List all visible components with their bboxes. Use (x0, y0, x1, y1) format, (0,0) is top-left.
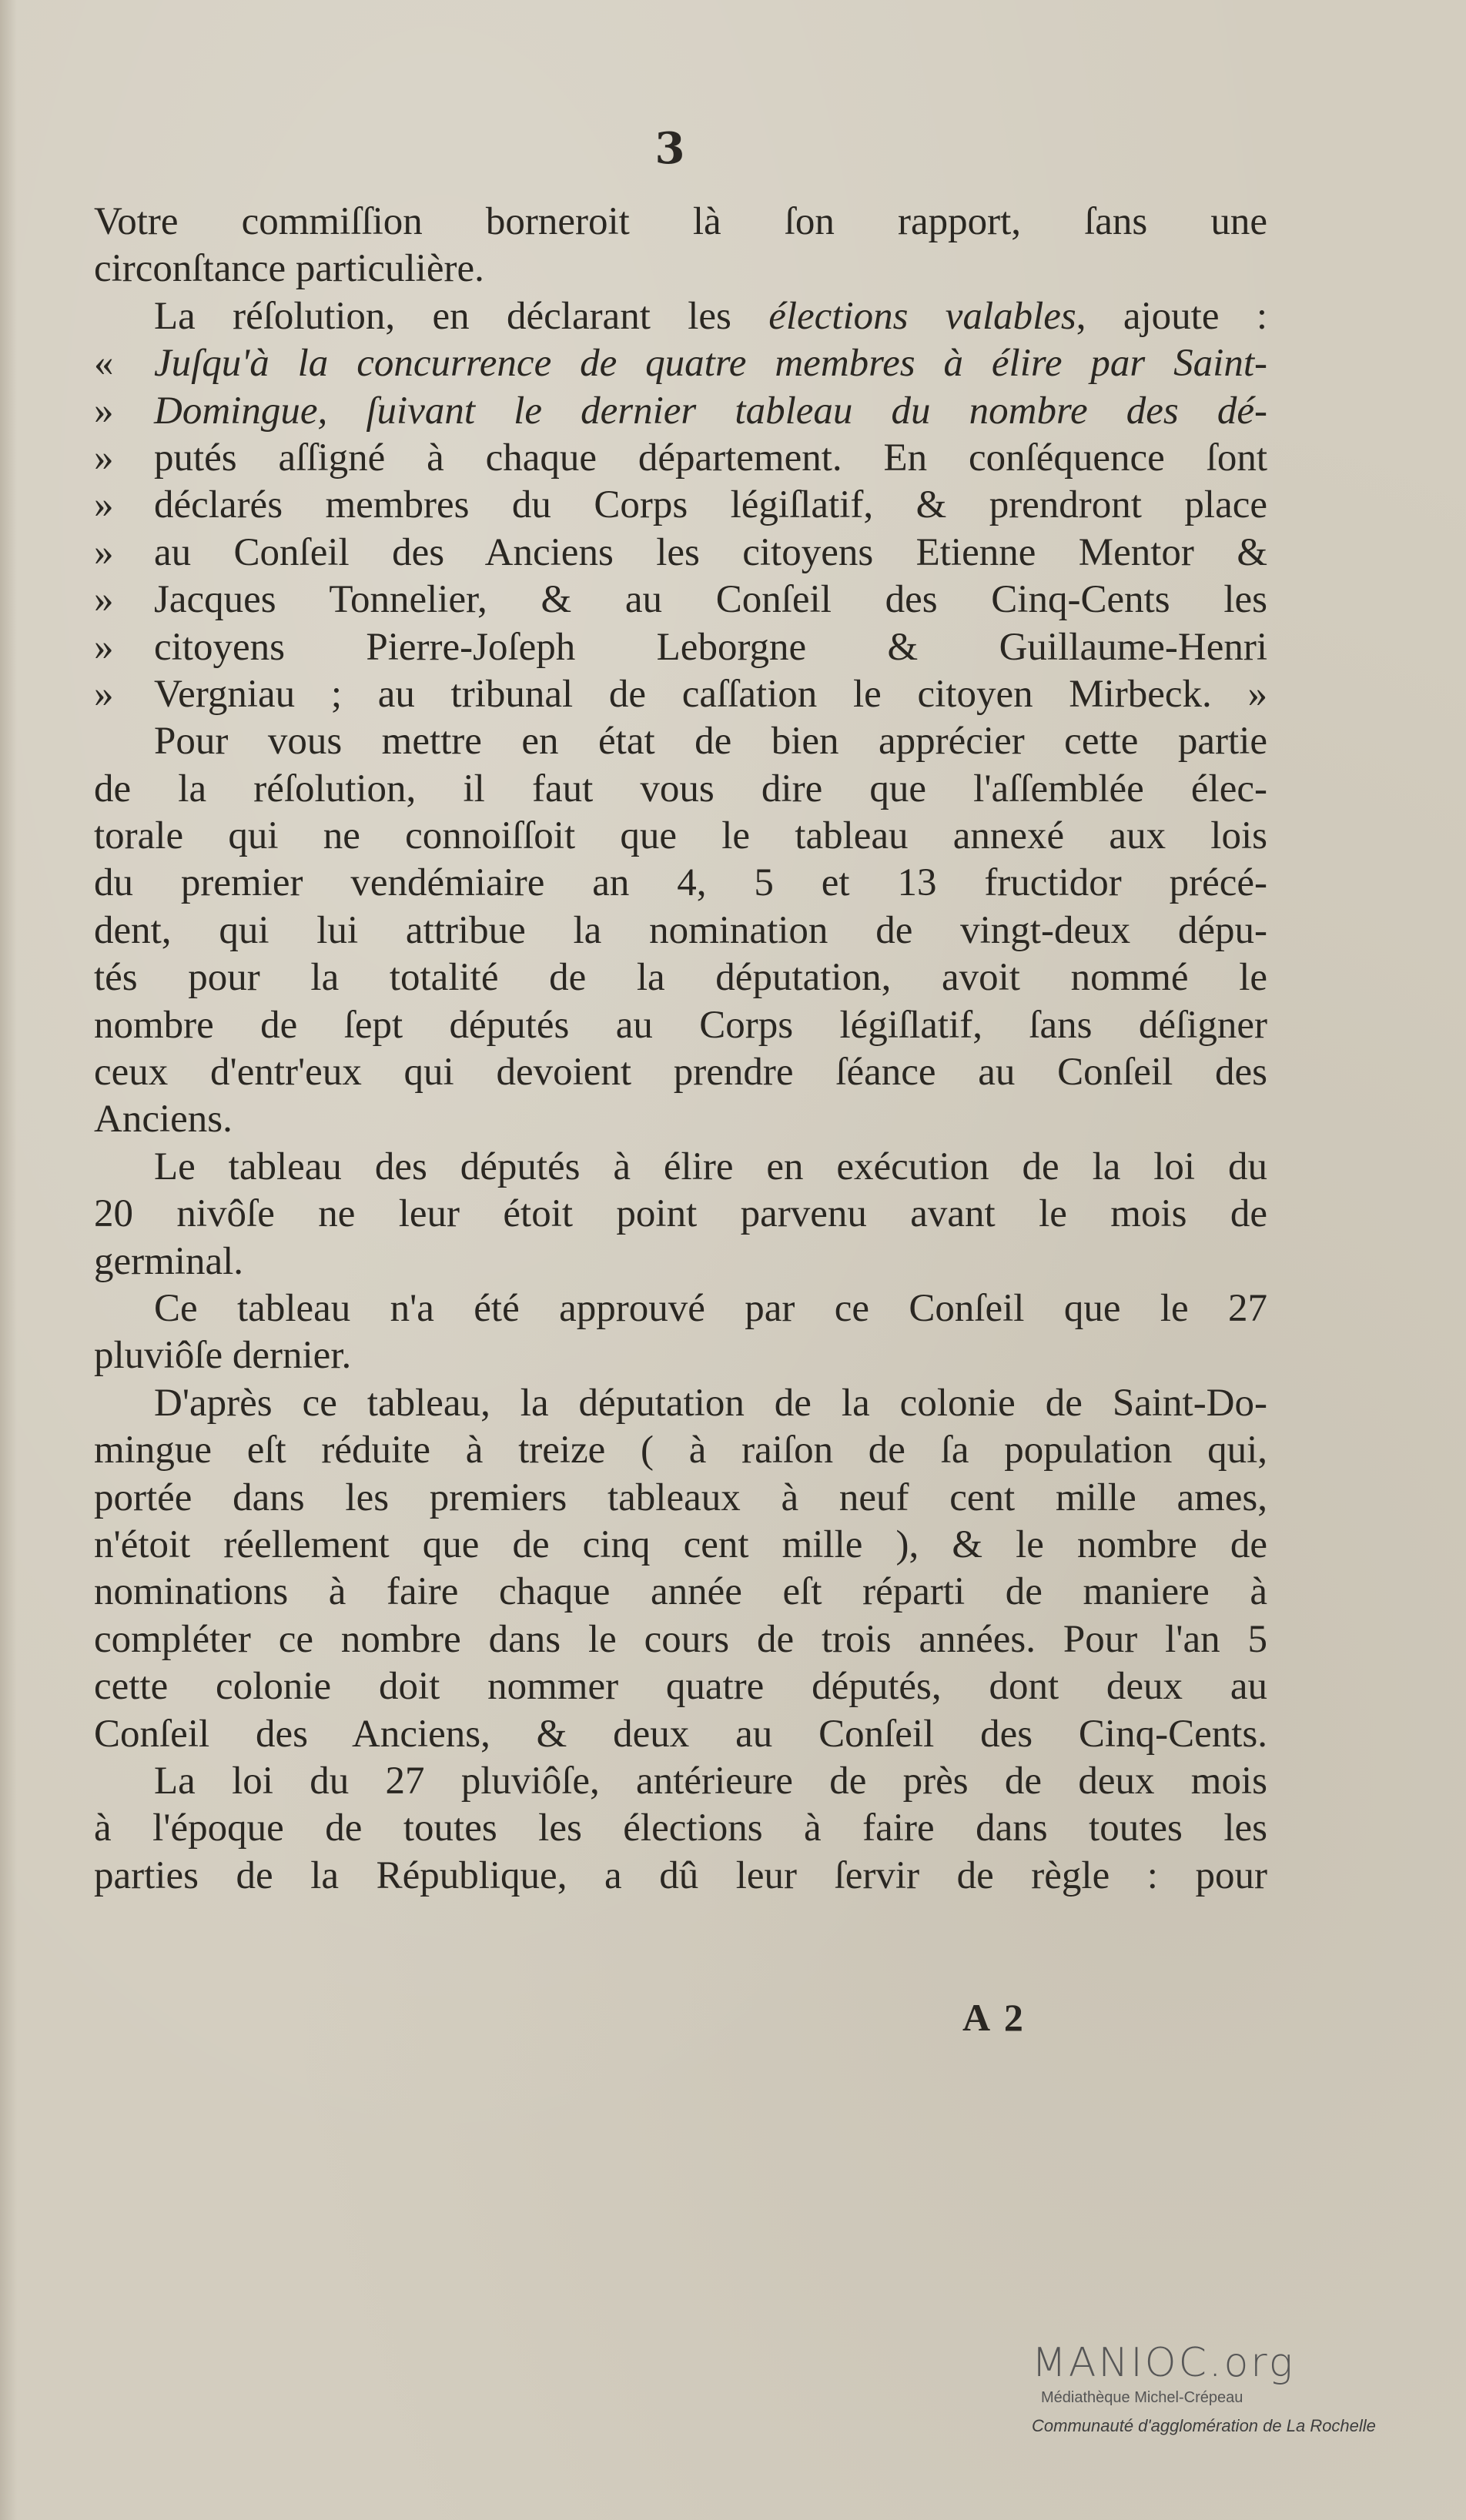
quoted-line (94, 340, 1267, 387)
quote-mark: » (94, 530, 114, 574)
text-line: 20 nivôſe ne leur étoit point parvenu avant le mois de (94, 1192, 1267, 1236)
text-line: Conſeil des Anciens, & deux au Conſeil des Cinq-Cents. (94, 1712, 1267, 1756)
stamp-community-name: Communauté d'agglomération de La Rochelle (1032, 2416, 1376, 2435)
text-line: Vergniau ; au tribunal de caſſation le citoyen Mirbeck. » (154, 672, 1267, 716)
text-line: ceux d'entr'eux qui devoient prendre ſéance au Conſeil des (94, 1051, 1267, 1095)
quote-mark: » (94, 672, 114, 716)
manioc-logo: MANIOC.org (1032, 2340, 1295, 2386)
text-line: Votre commiſſion borneroit là ſon rapport, ſans une (94, 200, 1267, 243)
body-text (94, 199, 1267, 1900)
text-line: cette colonie doit nommer quatre députés, dont deux au (94, 1665, 1267, 1709)
text-line: mingue eſt réduite à treize ( à raiſon de ſa population qui, (94, 1429, 1267, 1472)
page-number: 3 (654, 123, 685, 174)
text-line: Pour vous mettre en état de bien apprécier cette partie (154, 720, 1267, 764)
library-stamp (1032, 2340, 1432, 2436)
text-line: déclarés membres du Corps légiſlatif, & prendront place (154, 483, 1267, 527)
open-quote-mark: « (94, 342, 114, 386)
quoted-line (94, 388, 1267, 435)
quoted-line (94, 624, 1267, 671)
quoted-line (94, 577, 1267, 623)
text-line: Ce tableau n'a été approuvé par ce Conſeil que le 27 (154, 1286, 1267, 1330)
text-line: Juſqu'à la concurrence de quatre membres à élire par Saint- (154, 342, 1267, 386)
text-line: compléter ce nombre dans le cours de trois années. Pour l'an 5 (94, 1617, 1267, 1661)
quoted-line (94, 530, 1267, 577)
text-line: dent, qui lui attribue la nomination de vingt-deux dépu- (94, 908, 1267, 952)
quote-mark: » (94, 389, 114, 433)
quoted-line (94, 482, 1267, 529)
text-line: portée dans les premiers tableaux à neuf cent mille ames, (94, 1476, 1267, 1519)
quoted-line (94, 435, 1267, 482)
text-line: Domingue, ſuivant le dernier tableau du nombre des dé- (154, 389, 1267, 433)
text-line: au Conſeil des Anciens les citoyens Etienne Mentor & (154, 530, 1267, 574)
text-segment: La réſolution, en déclarant les (154, 294, 769, 338)
quoted-line (94, 671, 1267, 718)
text-line: germinal. (94, 1239, 244, 1283)
text-line: n'étoit réellement que de cinq cent mille ), & le nombre de (94, 1522, 1267, 1566)
text-line: torale qui ne connoiſſoit que le tableau annexé aux lois (94, 814, 1267, 858)
text-line: parties de la République, a dû leur ſervir de règle : pour (94, 1853, 1267, 1897)
text-line: du premier vendémiaire an 4, 5 et 13 fructidor précé- (94, 861, 1267, 905)
signature-mark: A 2 (962, 1996, 1026, 2039)
text-line: Jacques Tonnelier, & au Conſeil des Cinq-Cents les (154, 578, 1267, 622)
text-line: tés pour la totalité de la députation, avoit nommé le (94, 956, 1267, 1000)
stamp-library-name: Médiathèque Michel-Crépeau (1041, 2389, 1243, 2406)
page-left-edge (0, 0, 17, 2520)
text-line (94, 293, 1267, 340)
text-line: nominations à faire chaque année eſt réparti de maniere à (94, 1570, 1267, 1614)
quote-mark: » (94, 436, 114, 480)
text-line: circonſtance particulière. (94, 247, 484, 291)
text-line: putés aſſigné à chaque département. En conſéquence ſont (154, 436, 1267, 480)
text-segment: , ajoute : (1076, 294, 1267, 338)
text-line: Le tableau des députés à élire en exécution de la loi du (154, 1145, 1267, 1188)
text-line: nombre de ſept députés au Corps légiſlatif, ſans déſigner (94, 1003, 1267, 1047)
text-line: citoyens Pierre-Joſeph Leborgne & Guillaume-Henri (154, 625, 1267, 669)
text-line: Anciens. (94, 1098, 233, 1141)
text-line: La loi du 27 pluviôſe, antérieure de près de deux mois (154, 1759, 1267, 1803)
quote-mark: » (94, 578, 114, 622)
text-line: pluviôſe dernier. (94, 1334, 352, 1378)
italic-phrase: élections valables (768, 294, 1076, 338)
text-line: de la réſolution, il faut vous dire que l'aſſemblée élec- (94, 767, 1267, 810)
quote-mark: » (94, 483, 114, 527)
text-line: à l'époque de toutes les élections à faire dans toutes les (94, 1806, 1267, 1850)
text-line: D'après ce tableau, la députation de la colonie de Saint-Do- (154, 1381, 1267, 1425)
quote-mark: » (94, 625, 114, 669)
